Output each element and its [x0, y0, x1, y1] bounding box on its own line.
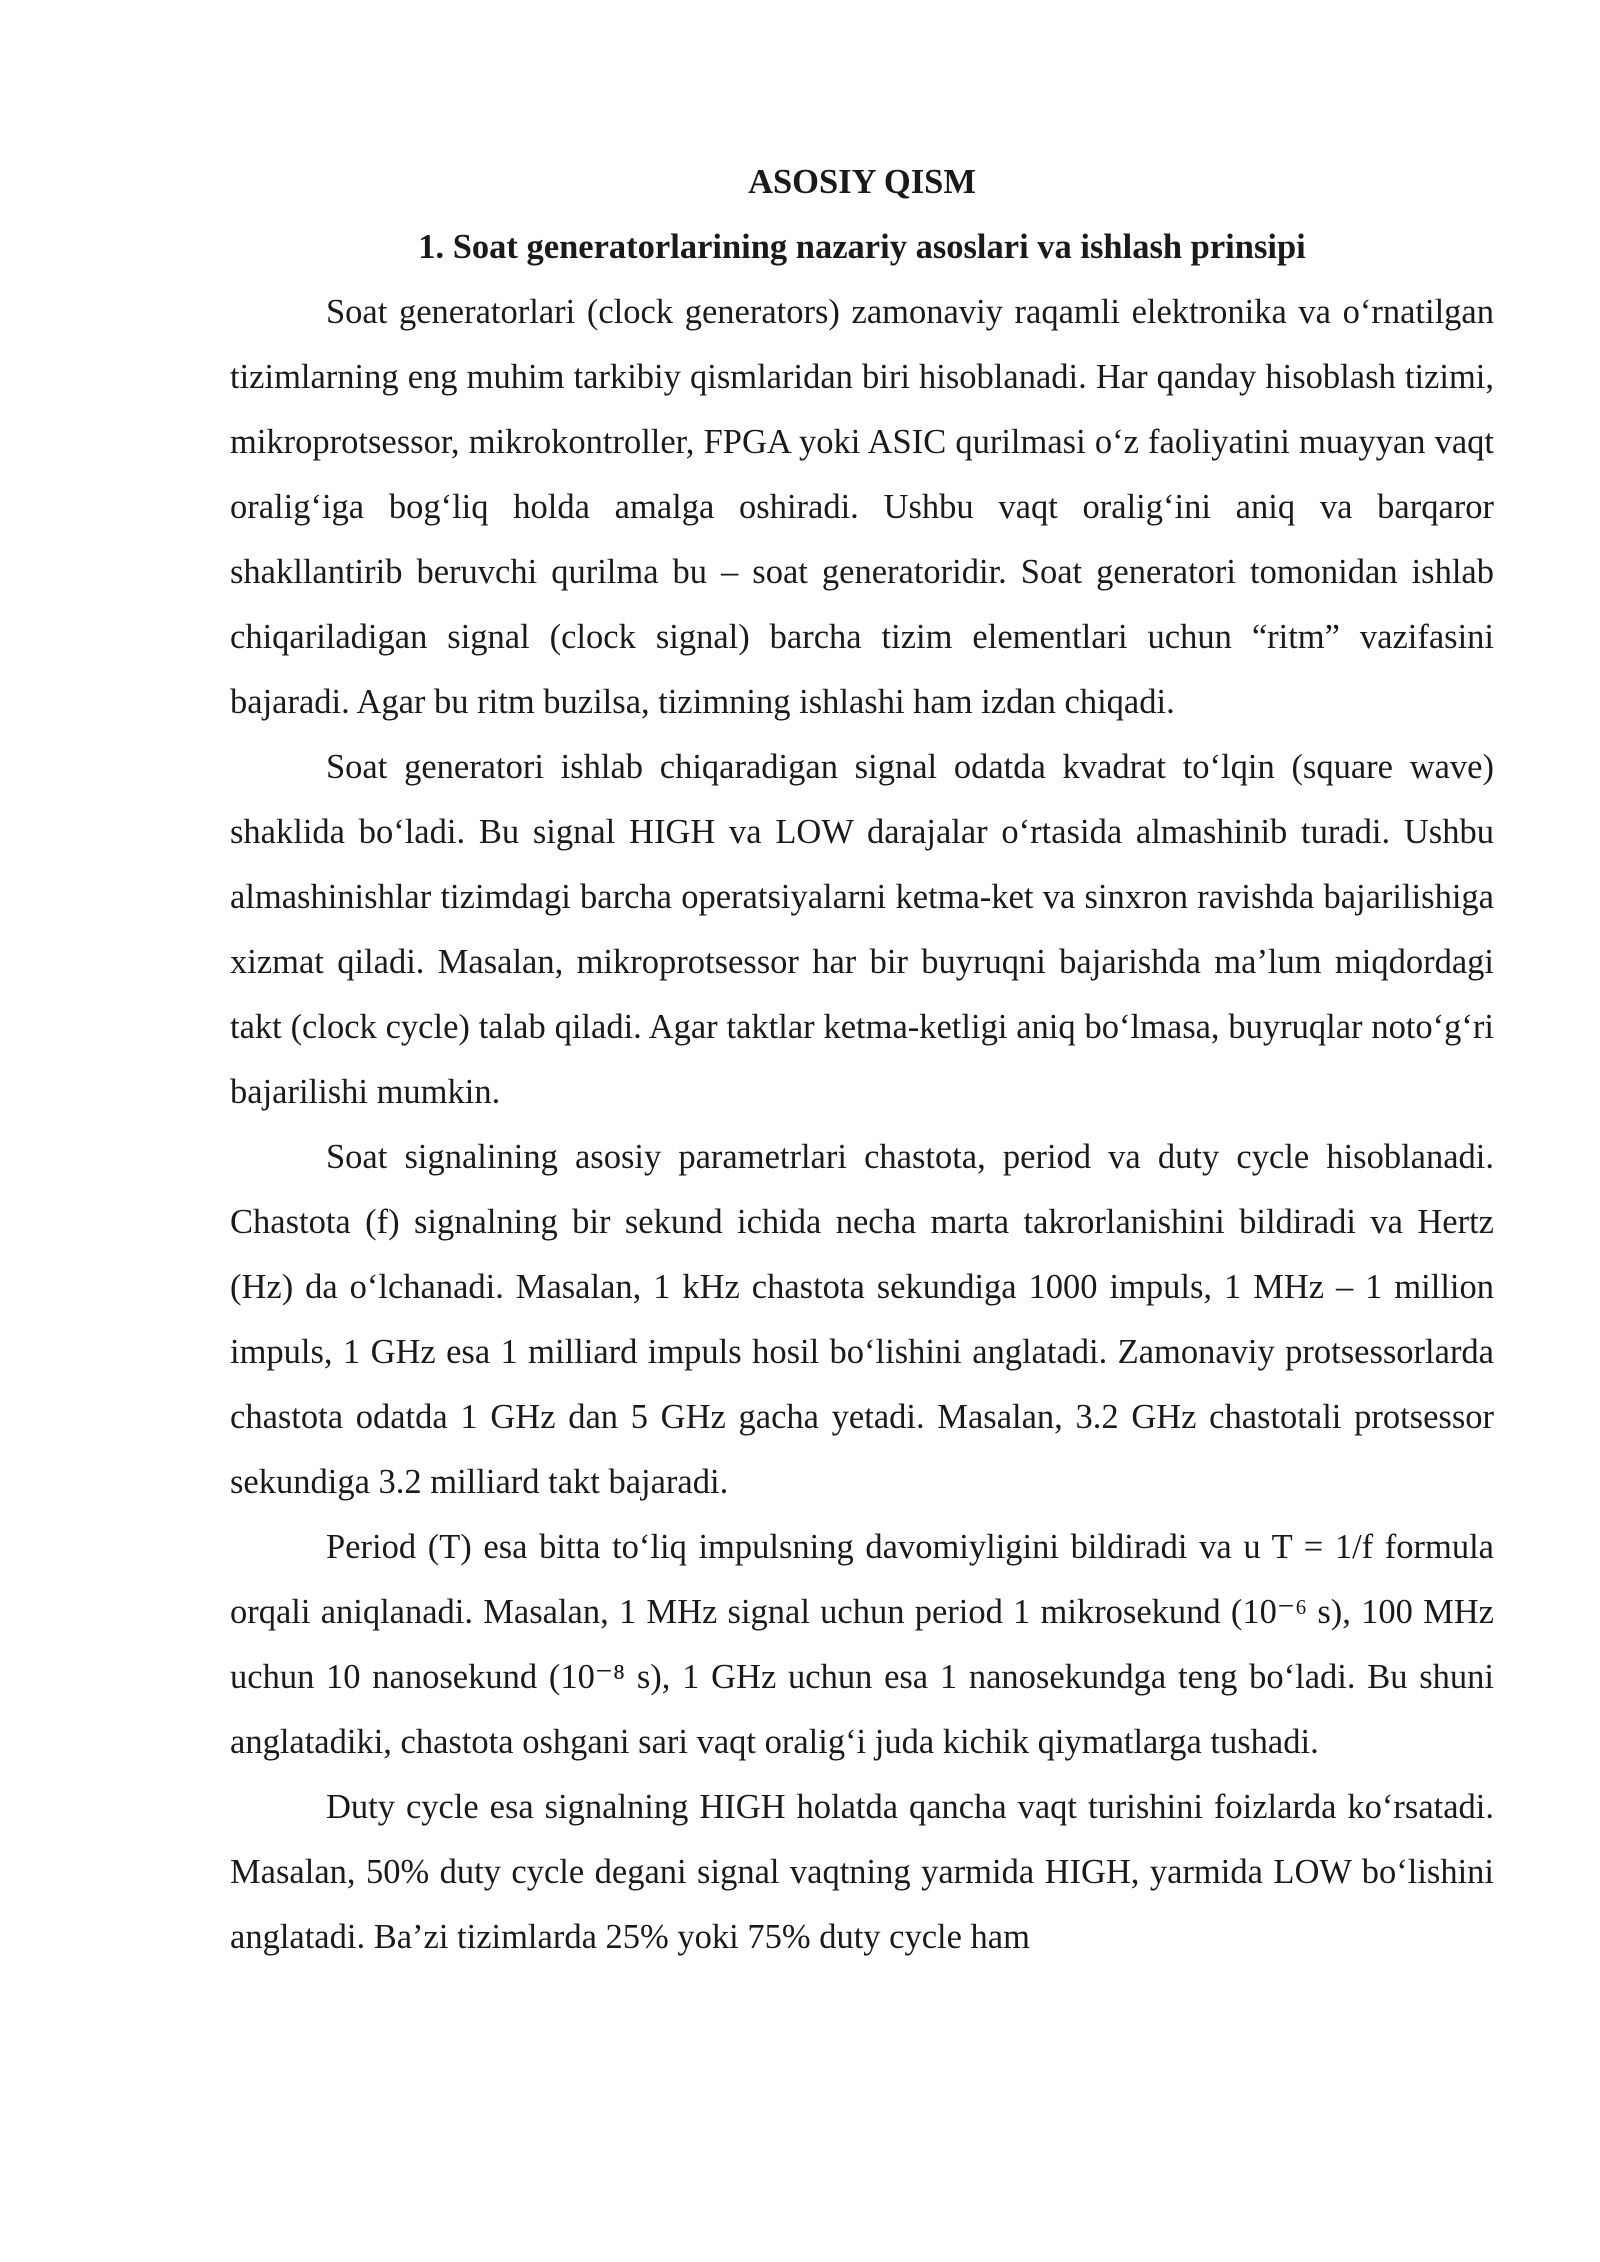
paragraph-period — [230, 1515, 1494, 1775]
section-heading: 1. Soat generatorlarining nazariy asoslari va ishlash prinsipi — [418, 228, 1306, 266]
period-text-part-3: s), 1 GHz uchun esa 1 nanosekundga teng bo‘ladi. Bu shuni anglatadiki, chastota oshgani sari vaqt oralig‘i juda kichik qiymatlarga tushadi. — [230, 1658, 1494, 1761]
page-content — [230, 150, 1494, 1970]
paragraph-clock-generators-intro: Soat generatorlari (clock generators) zamonaviy raqamli elektronika va o‘rnatilgan tizimlarning eng muhim tarkibiy qismlaridan biri hisoblanadi. Har qanday hisoblash tizimi, mikroprotsessor, mikrokontroller, FPGA yoki ASIC qurilmasi o‘z faoliyatini muayyan vaqt oralig‘iga bog‘liq holda amalga oshiradi. Ushbu vaqt oralig‘ini aniq va barqaror shakllantirib beruvchi qurilma bu – soat generatoridir. Soat generatori tomonidan ishlab chiqariladigan signal (clock signal) barcha tizim elementlari uchun “ritm” vazifasini bajaradi. Agar bu ritm buzilsa, tizimning ishlashi ham izdan chiqadi. — [230, 293, 1494, 721]
period-text-part-2: s), 100 MHz uchun 10 nanosekund (10 — [230, 1593, 1494, 1696]
paragraph-square-wave: Soat generatori ishlab chiqaradigan signal odatda kvadrat to‘lqin (square wave) shaklida bo‘ladi. Bu signal HIGH va LOW darajalar o‘rtasida almashinib turadi. Ushbu almashinishlar tizimdagi barcha operatsiyalarni ketma-ket va sinxron ravishda bajarilishiga xizmat qiladi. Masalan, mikroprotsessor har bir buyruqni bajarishda ma’lum miqdordagi takt (clock cycle) talab qiladi. Agar taktlar ketma-ketligi aniq bo‘lmasa, buyruqlar noto‘g‘ri bajarilishi mumkin. — [230, 748, 1494, 1111]
period-text-part-1: Period (T) esa bitta to‘liq impulsning davomiyligini bildiradi va u T = 1/f formula orqali aniqlanadi. Masalan, 1 MHz signal uchun period 1 mikrosekund (10 — [230, 1528, 1494, 1631]
paragraph-duty-cycle: Duty cycle esa signalning HIGH holatda qancha vaqt turishini foizlarda ko‘rsatadi. Masalan, 50% duty cycle degani signal vaqtning yarmida HIGH, yarmida LOW bo‘lishini anglatadi. Ba’zi tizimlarda 25% yoki 75% duty cycle ham — [230, 1788, 1494, 1956]
period-exponent-2: ⁻⁸ — [594, 1658, 626, 1696]
period-exponent-1: ⁻⁶ — [1276, 1593, 1308, 1631]
paragraph-frequency: Soat signalining asosiy parametrlari chastota, period va duty cycle hisoblanadi. Chastota (f) signalning bir sekund ichida necha marta takrorlanishini bildiradi va Hertz (Hz) da o‘lchanadi. Masalan, 1 kHz chastota sekundiga 1000 impuls, 1 MHz – 1 million impuls, 1 GHz esa 1 milliard impuls hosil bo‘lishini anglatadi. Zamonaviy protsessorlarda chastota odatda 1 GHz dan 5 GHz gacha yetadi. Masalan, 3.2 GHz chastotali protsessor sekundiga 3.2 milliard takt bajaradi. — [230, 1138, 1494, 1501]
document-title: ASOSIY QISM — [748, 163, 976, 201]
